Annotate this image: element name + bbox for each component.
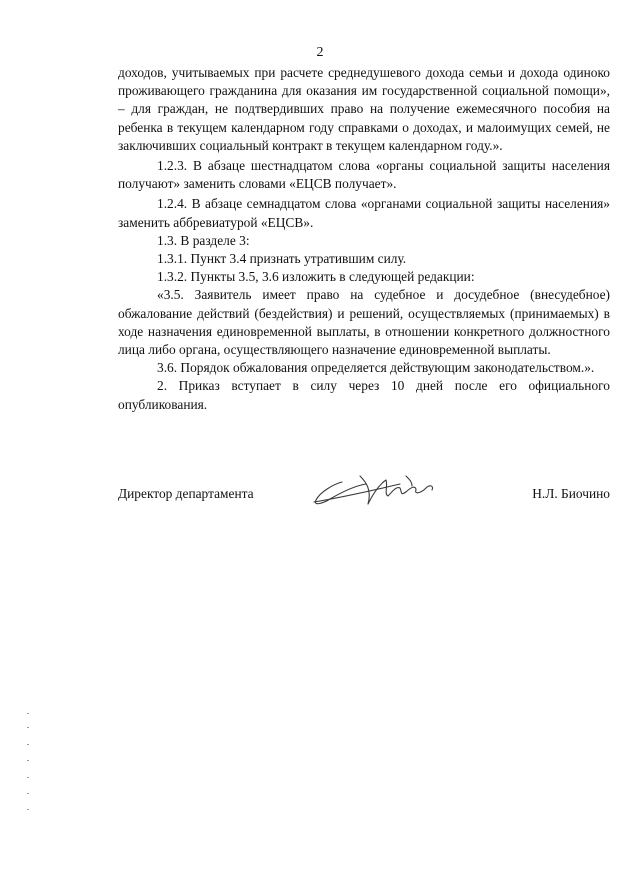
signatory-name: Н.Л. Биочино (532, 486, 610, 501)
document-body (118, 64, 610, 414)
paragraph-1-3: 1.3. В разделе 3: (157, 232, 250, 248)
paragraph-3-5: «3.5. Заявитель имеет право на судебное и досудебное (внесудебное) обжалование действий (бездействия) и решений, осуществляемых (принимаемых) в ходе назначения единовременной выплаты, в отношении конкретного должностного лица либо органа, осуществляющего назначение единовременной выплаты. (118, 287, 610, 358)
paragraph-1-3-2: 1.3.2. Пункты 3.5, 3.6 изложить в следующей редакции: (157, 269, 475, 285)
paragraph-2-effective-date: 2. Приказ вступает в силу через 10 дней после его официального опубликования. (118, 378, 610, 412)
signatory-title: Директор департамента (118, 486, 254, 501)
paragraph-1-3-1: 1.3.1. Пункт 3.4 признать утратившим силу. (157, 251, 407, 267)
paragraph-1-2-3: 1.2.3. В абзаце шестнадцатом слова «органы социальной защиты населения получают» заменить словами «ЕЦСВ получает». (118, 158, 610, 192)
paragraph-3-6: 3.6. Порядок обжалования определяется действующим законодательством.». (157, 360, 595, 376)
paragraph-1-2-4: 1.2.4. В абзаце семнадцатом слова «органами социальной защиты населения» заменить аббревиатурой «ЕЦСВ». (118, 196, 610, 230)
handwritten-signature-icon (308, 462, 444, 512)
paragraph-continuation: доходов, учитываемых при расчете среднедушевого дохода семьи и дохода одиноко проживающего гражданина для оказания им государственной социальной помощи», – для граждан, не подтвердивших право на получение ежемесячного пособия на ребенка в текущем календарном году справками о доходах, и малоимущих семей, не заключивших социальный контракт в текущем календарном году.». (118, 65, 610, 153)
scan-margin-marks (27, 705, 30, 815)
page-number: 2 (316, 45, 324, 60)
